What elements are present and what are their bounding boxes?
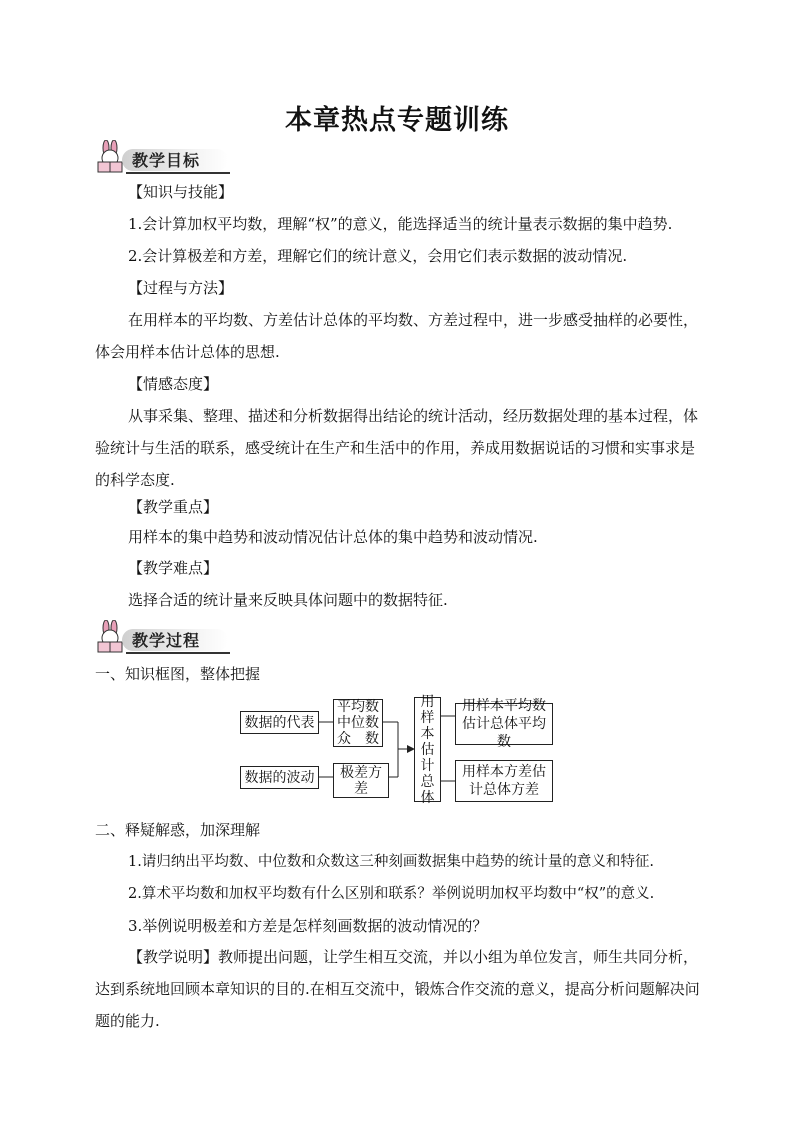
question-1: 1.请归纳出平均数、中位数和众数这三种刻画数据集中趋势的统计量的意义和特征. <box>128 854 654 870</box>
part2-heading: 二、释疑解惑，加深理解 <box>95 821 261 839</box>
question-2: 2.算术平均数和加权平均数有什么区别和联系？举例说明加权平均数中“权”的意义. <box>128 886 655 902</box>
section-title-goals: 教学目标 <box>132 151 201 170</box>
knowledge-item-2: 2.会计算极差和方差，理解它们的统计意义，会用它们表示数据的波动情况. <box>128 247 628 265</box>
key-text: 用样本的集中趋势和波动情况估计总体的集中趋势和波动情况. <box>128 528 538 546</box>
box-variance-estimate: 用样本方差估计总体方差 <box>455 760 553 802</box>
box-mean-estimate: 用样本平均数估计总体平均数 <box>455 703 553 745</box>
box-central-measures: 平均数中位数众 数 <box>333 699 383 747</box>
key-heading: 【教学重点】 <box>128 498 219 516</box>
emotion-heading: 【情感态度】 <box>128 375 219 393</box>
box-sample-estimate: 用样本估计总体 <box>414 697 441 802</box>
method-heading: 【过程与方法】 <box>128 279 234 297</box>
page-title: 本章热点专题训练 <box>285 105 509 136</box>
part1-heading: 一、知识框图，整体把握 <box>95 665 261 683</box>
knowledge-heading: 【知识与技能】 <box>128 183 234 201</box>
knowledge-item-1: 1.会计算加权平均数，理解“权”的意义，能选择适当的统计量表示数据的集中趋势. <box>128 215 673 233</box>
method-text: 在用样本的平均数、方差估计总体的平均数、方差过程中，进一步感受抽样的必要性，体会用样本估计总体的思想. <box>95 311 699 361</box>
box-dispersion-measures: 极差方差 <box>333 763 389 798</box>
box-data-fluctuation: 数据的波动 <box>240 766 319 789</box>
difficult-heading: 【教学难点】 <box>128 559 219 577</box>
difficult-text: 选择合适的统计量来反映具体问题中的数据特征. <box>128 591 448 609</box>
teaching-note: 【教学说明】教师提出问题，让学生相互交流，并以小组为单位发言，师生共同分析，达到系统地回顾本章知识的目的.在相互交流中，锻炼合作交流的意义，提高分析问题解决问题的能力. <box>95 948 700 1030</box>
emotion-text: 从事采集、整理、描述和分析数据得出结论的统计活动，经历数据处理的基本过程，体验统计与生活的联系，感受统计在生产和生活中的作用，养成用数据说话的习惯和实事求是的科学态度. <box>95 407 699 489</box>
section-title-process: 教学过程 <box>132 631 201 650</box>
box-data-representative: 数据的代表 <box>240 711 319 734</box>
question-3: 3.举例说明极差和方差是怎样刻画数据的波动情况的？ <box>128 917 488 935</box>
